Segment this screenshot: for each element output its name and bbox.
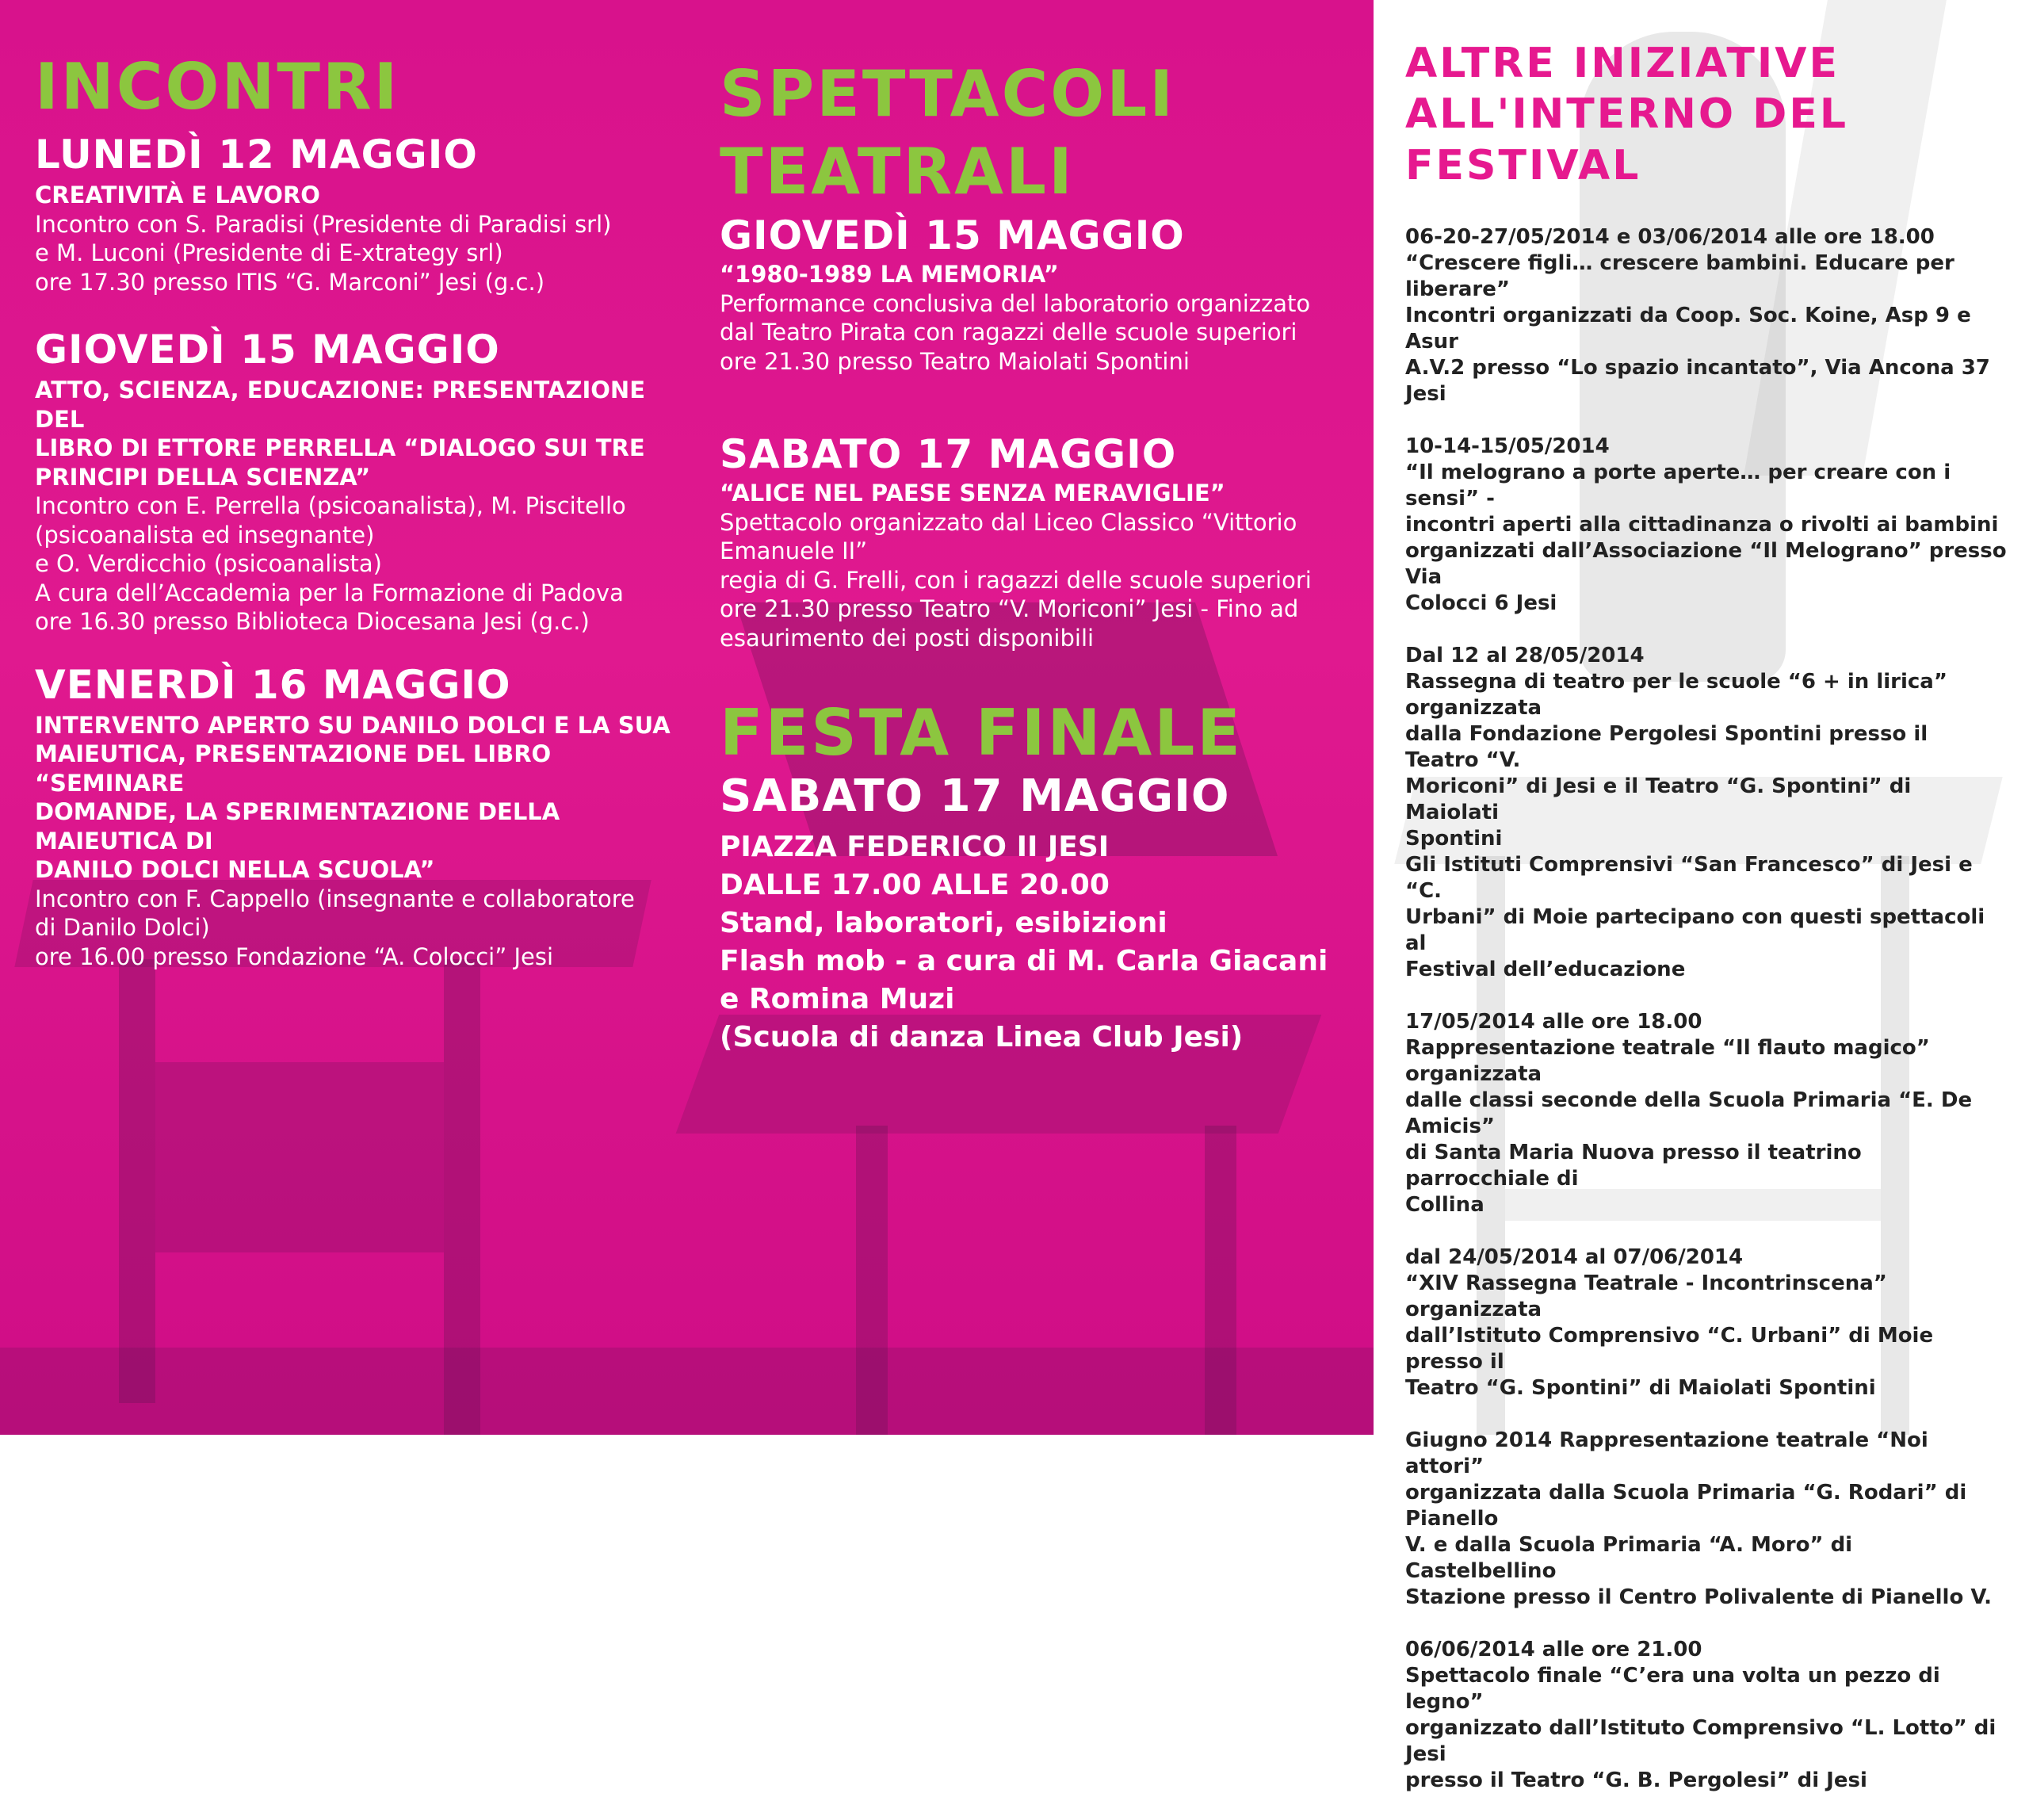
- event-date: GIOVEDÌ 15 MAGGIO: [35, 327, 500, 373]
- altre-title: ALTRE INIZIATIVE ALL'INTERNO DEL FESTIVAL: [1405, 40, 1848, 189]
- altre-entry-1: [1405, 224, 2008, 407]
- event-body: Performance conclusiva del laboratorio organizzato dal Teatro Pirata con ragazzi delle scuole superiori ore 21.30 presso Teatro Maiolati Spontini: [720, 289, 1311, 375]
- event-date: VENERDÌ 16 MAGGIO: [35, 661, 511, 708]
- spettacoli-title-line2: TEATRALI: [720, 135, 1075, 208]
- entry-body: Rassegna di teatro per le scuole “6 + in lirica” organizzata dalla Fondazione Pergolesi Spontini presso il Teatro “V. Moriconi” di Jesi e il Teatro “G. Spontini” di Maiolati Spontini Gli Istituti Comprensivi “San Francesco” di Jesi e “C. Urbani” di Moie partecipano con questi spettacoli al Festival dell’educazione: [1405, 670, 1985, 982]
- incontri-event-3: [35, 661, 693, 972]
- festa-finale: [720, 696, 1354, 1057]
- event-body: Incontro con S. Paradisi (Presidente di Paradisi srl) e M. Luconi (Presidente di E-xtrategy srl) ore 17.30 presso ITIS “G. Marconi” Jesi (g.c.): [35, 210, 612, 296]
- spettacoli-column: [720, 55, 1354, 1057]
- entry-date: Dal 12 al 28/05/2014: [1405, 644, 1645, 668]
- event-date: GIOVEDÌ 15 MAGGIO: [720, 212, 1185, 258]
- incontri-title: INCONTRI: [35, 50, 400, 124]
- entry-body: “XIV Rassegna Teatrale - Incontrinscena” organizzata dall’Istituto Comprensivo “C. Urbani” di Moie presso il Teatro “G. Spontini” di Maiolati Spontini: [1405, 1271, 1934, 1401]
- entry-date: 06-20-27/05/2014 e 03/06/2014 alle ore 18.00: [1405, 225, 1935, 250]
- altre-entry-5: [1405, 1245, 2008, 1401]
- entry-date: dal 24/05/2014 al 07/06/2014: [1405, 1245, 1744, 1270]
- incontri-column: [35, 50, 693, 971]
- event-date: LUNEDÌ 12 MAGGIO: [35, 132, 478, 178]
- altre-entry-6: [1405, 1428, 2008, 1611]
- spettacoli-title-line1: SPETTACOLI: [720, 57, 1176, 131]
- event-body: Incontro con E. Perrella (psicoanalista), M. Piscitello (psicoanalista ed insegnante) e O. Verdicchio (psicoanalista) A cura dell’Accademia per la Formazione di Padova ore 16.30 presso Biblioteca Diocesana Jesi (g.c.): [35, 492, 626, 635]
- altre-entry-4: [1405, 1009, 2008, 1218]
- altre-iniziative-column: [1405, 38, 2008, 1820]
- event-subtitle: INTERVENTO APERTO SU DANILO DOLCI E LA SUA MAIEUTICA, PRESENTAZIONE DEL LIBRO “SEMINARE DOMANDE, LA SPERIMENTAZIONE DELLA MAIEUTICA DI DANILO DOLCI NELLA SCUOLA”: [35, 711, 671, 883]
- entry-date: 17/05/2014 alle ore 18.00: [1405, 1010, 1702, 1034]
- event-body: Incontro con F. Cappello (insegnante e collaboratore di Danilo Dolci) ore 16.00 presso Fondazione “A. Colocci” Jesi: [35, 885, 635, 970]
- entry-body: Rappresentazione teatrale “Il flauto magico” organizzata dalle classi seconde della Scuola Primaria “E. De Amicis” di Santa Maria Nuova presso il teatrino parrocchiale di Collina: [1405, 1036, 1973, 1218]
- event-subtitle: ATTO, SCIENZA, EDUCAZIONE: PRESENTAZIONE DEL LIBRO DI ETTORE PERRELLA “DIALOGO SUI TRE PRINCIPI DELLA SCIENZA”: [35, 377, 646, 491]
- spettacoli-event-1: [720, 212, 1354, 376]
- bg-floor-shadow: [0, 1348, 1374, 1435]
- event-date: SABATO 17 MAGGIO: [720, 431, 1177, 477]
- spettacoli-event-2: [720, 431, 1354, 652]
- entry-body: “Crescere figli… crescere bambini. Educare per liberare” Incontri organizzati da Coop. Soc. Koine, Asp 9 e Asur A.V.2 presso “Lo spazio incantato”, Via Ancona 37 Jesi: [1405, 251, 1990, 407]
- entry-body: Giugno 2014 Rappresentazione teatrale “Noi attori” organizzata dalla Scuola Primaria “G. Rodari” di Pianello V. e dalla Scuola Primaria “A. Moro” di Castelbellino Stazione presso il Centro Polivalente di Pianello V.: [1405, 1428, 1993, 1610]
- bg-desk-leg-left: [119, 959, 155, 1403]
- bg-desk-side: [155, 1062, 444, 1252]
- entry-date: 10-14-15/05/2014: [1405, 434, 1610, 459]
- festa-title: FESTA FINALE: [720, 696, 1243, 770]
- entry-body: “Il melograno a porte aperte… per creare con i sensi” - incontri aperti alla cittadinanza o rivolti ai bambini organizzati dall’Associazione “Il Melograno” presso Via Colocci 6 Jesi: [1405, 461, 2007, 616]
- incontri-event-1: [35, 132, 693, 296]
- event-subtitle: “ALICE NEL PAESE SENZA MERAVIGLIE”: [720, 480, 1225, 507]
- entry-body: Spettacolo finale “C’era una volta un pezzo di legno” organizzato dall’Istituto Comprensivo “L. Lotto” di Jesi presso il Teatro “G. B. Pergolesi” di Jesi: [1405, 1664, 1997, 1793]
- entry-date: 06/06/2014 alle ore 21.00: [1405, 1638, 1702, 1662]
- event-subtitle: “1980-1989 LA MEMORIA”: [720, 261, 1059, 288]
- event-body: Spettacolo organizzato dal Liceo Classico “Vittorio Emanuele II” regia di G. Frelli, con i ragazzi delle scuole superiori ore 21.30 presso Teatro “V. Moriconi” Jesi - Fino ad esaurimento dei posti disponibili: [720, 508, 1312, 652]
- festa-date: SABATO 17 MAGGIO: [720, 770, 1230, 822]
- altre-entry-2: [1405, 434, 2008, 617]
- altre-entry-7: [1405, 1637, 2008, 1794]
- altre-entry-3: [1405, 643, 2008, 983]
- festa-body: PIAZZA FEDERICO II JESI DALLE 17.00 ALLE 20.00 Stand, laboratori, esibizioni Flash mob - a cura di M. Carla Giacani e Romina Muzi (Scuola di danza Linea Club Jesi): [720, 831, 1328, 1053]
- event-subtitle: CREATIVITÀ E LAVORO: [35, 182, 320, 208]
- incontri-event-2: [35, 327, 693, 637]
